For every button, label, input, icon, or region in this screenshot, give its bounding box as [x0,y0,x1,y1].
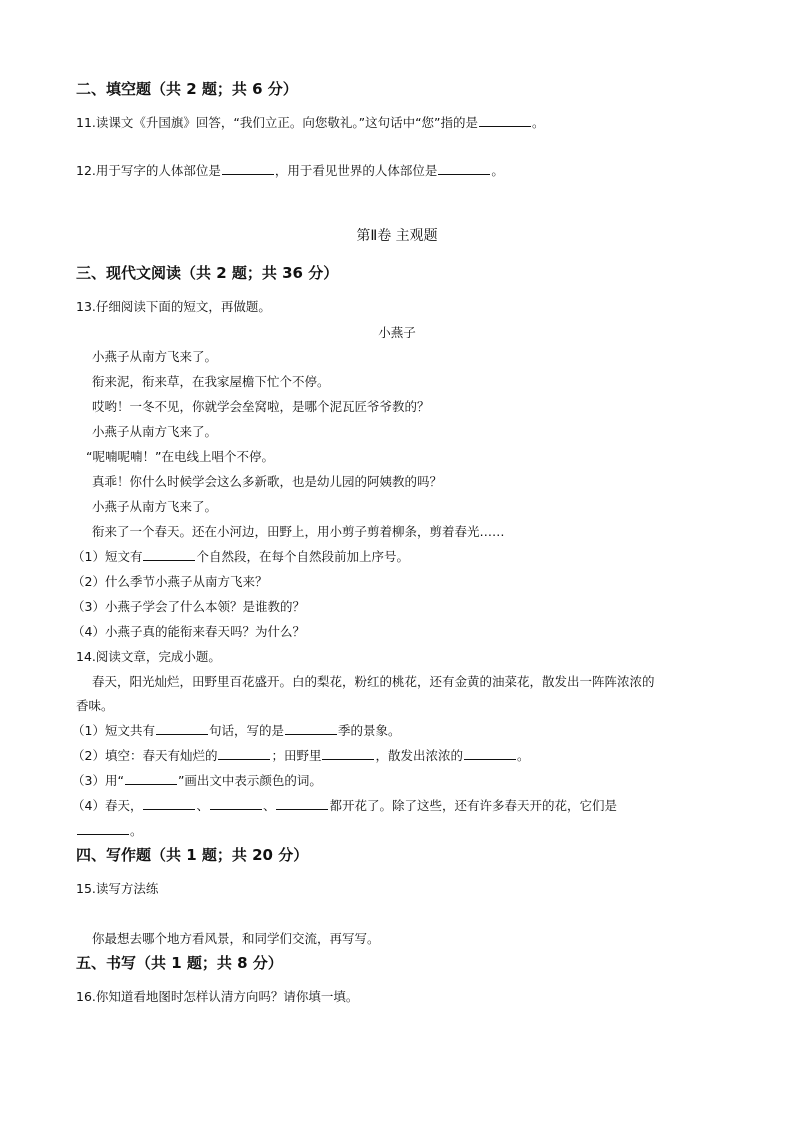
answer-blank[interactable] [210,797,262,810]
passage-line: 小燕子从南方飞来了。 [92,424,218,439]
answer-blank[interactable] [276,797,328,810]
answer-blank[interactable] [479,114,531,127]
question-14-sub-3: （3）用“ ”画出文中表示颜色的词。 [72,773,322,788]
question-12: 12.用于写字的人体部位是 ，用于看见世界的人体部位是 。 [76,163,504,178]
passage-title: 小燕子 [378,325,416,340]
answer-blank[interactable] [322,747,374,760]
answer-blank[interactable] [438,162,490,175]
question-13-sub-3: （3）小燕子学会了什么本领？是谁教的？ [72,599,305,614]
answer-blank[interactable] [143,797,195,810]
passage-line: 春天，阳光灿烂，田野里百花盛开。白的梨花，粉红的桃花，还有金黄的油菜花，散发出一阵阵浓浓的 [92,674,655,689]
answer-blank[interactable] [143,548,195,561]
question-15-text: 你最想去哪个地方看风景，和同学们交流，再写写。 [92,931,380,946]
question-14-sub-4: （4）春天， 、 、 都开花了。除了这些，还有许多春天开的花，它们是 [72,798,617,813]
passage-line: 真乖！你什么时候学会这么多新歌，也是幼儿园的阿姨教的吗？ [92,474,443,489]
answer-blank[interactable] [222,162,274,175]
question-11: 11.读课文《升国旗》回答，“我们立正。向您敬礼。”这句话中“您”指的是 。 [76,115,545,130]
answer-blank[interactable] [125,772,177,785]
passage-line: “呢喃呢喃！”在电线上唱个不停。 [86,449,274,464]
passage-line: 香味。 [76,698,114,713]
question-14-sub-1: （1）短文共有 句话，写的是 季的景象。 [72,723,401,738]
passage-line: 哎哟！一冬不见，你就学会垒窝啦，是哪个泥瓦匠爷爷教的？ [92,399,430,414]
answer-blank[interactable] [218,747,270,760]
part-title: 第Ⅱ卷 主观题 [356,228,438,244]
question-14-sub-4-continued: 。 [76,822,143,840]
question-14-prompt: 14.阅读文章，完成小题。 [76,649,221,664]
question-13-sub-2: （2）什么季节小燕子从南方飞来？ [72,574,268,589]
answer-blank[interactable] [77,822,129,835]
answer-blank[interactable] [285,722,337,735]
answer-blank[interactable] [156,722,208,735]
passage-line: 衔来泥，衔来草，在我家屋檐下忙个不停。 [92,374,330,389]
question-13-sub-4: （4）小燕子真的能衔来春天吗？为什么？ [72,624,305,639]
passage-line: 小燕子从南方飞来了。 [92,499,218,514]
passage-line: 小燕子从南方飞来了。 [92,349,218,364]
section-heading-handwriting: 五、书写（共 1 题；共 8 分） [76,954,283,972]
question-13-sub-1: （1）短文有 个自然段，在每个自然段前加上序号。 [72,549,409,564]
question-16: 16.你知道看地图时怎样认清方向吗？请你填一填。 [76,989,359,1004]
section-heading-reading: 三、现代文阅读（共 2 题；共 36 分） [76,264,339,282]
question-13-prompt: 13.仔细阅读下面的短文，再做题。 [76,299,271,314]
question-15: 15.读写方法练 [76,881,159,896]
section-heading-fill-in: 二、填空题（共 2 题；共 6 分） [76,80,298,98]
passage-line: 衔来了一个春天。还在小河边，田野上，用小剪子剪着柳条，剪着春光…… [92,524,505,539]
question-14-sub-2: （2）填空：春天有灿烂的 ；田野里 ，散发出浓浓的 。 [72,748,530,763]
section-heading-writing: 四、写作题（共 1 题；共 20 分） [76,846,309,864]
answer-blank[interactable] [464,747,516,760]
